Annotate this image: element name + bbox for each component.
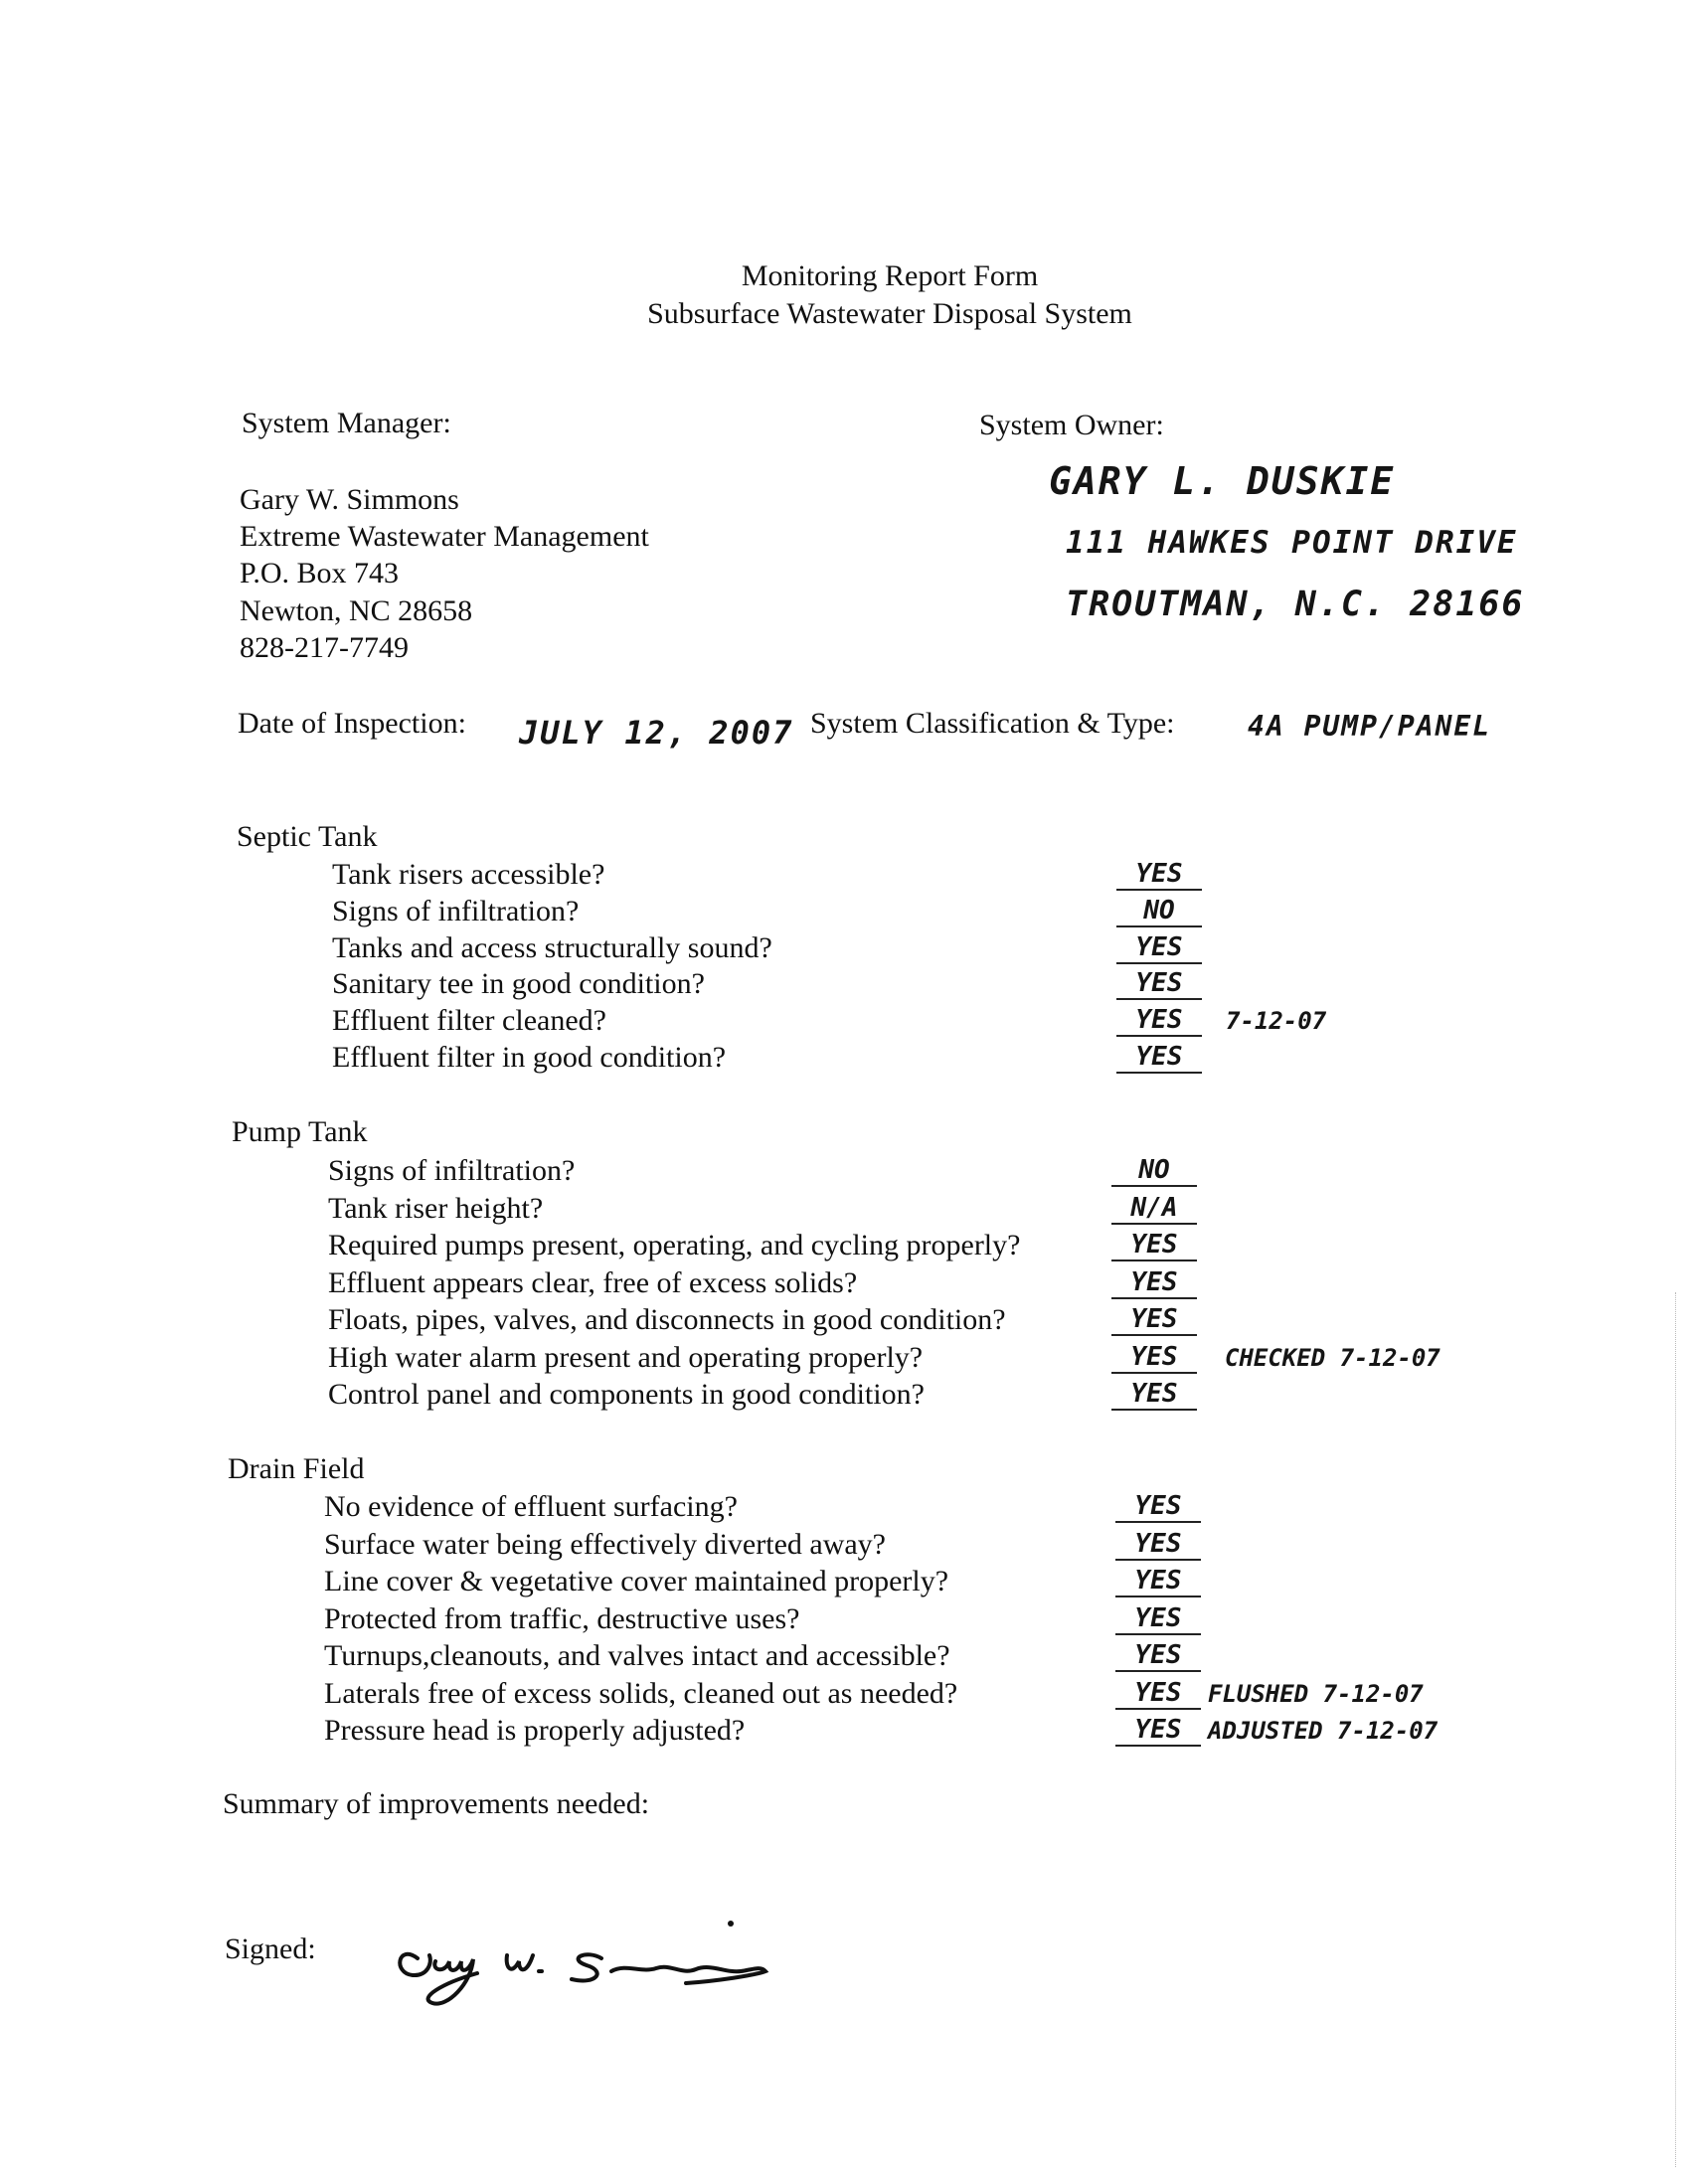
pump-question: Floats, pipes, valves, and disconnects in good condition? (328, 1303, 1006, 1336)
septic-answer: YES (1116, 968, 1202, 1000)
manager-company: Extreme Wastewater Management (240, 520, 649, 553)
pump-answer: YES (1111, 1267, 1197, 1299)
drain-note: FLUSHED 7-12-07 (1208, 1680, 1424, 1708)
manager-phone: 828-217-7749 (240, 631, 409, 664)
signed-label: Signed: (225, 1932, 316, 1965)
septic-question: Signs of infiltration? (332, 895, 580, 927)
pump-question: Effluent appears clear, free of excess solids? (328, 1266, 858, 1299)
septic-question: Effluent filter cleaned? (332, 1004, 606, 1037)
pump-answer: YES (1111, 1230, 1197, 1261)
drain-answer: YES (1115, 1491, 1201, 1523)
drain-field-heading: Drain Field (228, 1452, 365, 1485)
pump-question: Signs of infiltration? (328, 1154, 576, 1187)
septic-question: Effluent filter in good condition? (332, 1041, 727, 1074)
owner-street: 111 HAWKES POINT DRIVE (1066, 525, 1518, 561)
manager-city: Newton, NC 28658 (240, 594, 473, 627)
drain-answer: YES (1115, 1566, 1201, 1597)
pump-answer: NO (1111, 1155, 1197, 1187)
drain-question: Turnups,cleanouts, and valves intact and accessible? (324, 1639, 950, 1672)
drain-question: Protected from traffic, destructive uses? (324, 1602, 800, 1635)
septic-answer: YES (1116, 1005, 1202, 1037)
pump-tank-heading: Pump Tank (232, 1115, 368, 1148)
pump-question: Required pumps present, operating, and cycling properly? (328, 1229, 1021, 1261)
date-of-inspection-label: Date of Inspection: (238, 707, 466, 740)
owner-city: TROUTMAN, N.C. 28166 (1066, 585, 1525, 624)
drain-answer: YES (1115, 1640, 1201, 1672)
owner-name: GARY L. DUSKIE (1049, 459, 1396, 503)
septic-answer: YES (1116, 932, 1202, 964)
septic-note: 7-12-07 (1226, 1007, 1327, 1035)
pump-question: High water alarm present and operating properly? (328, 1341, 924, 1374)
signature-image (388, 1914, 845, 2023)
system-manager-label: System Manager: (242, 407, 451, 439)
drain-question: Surface water being effectively diverted away? (324, 1528, 886, 1561)
pump-question: Tank riser height? (328, 1192, 544, 1225)
scan-edge-line (1674, 1292, 1676, 2167)
septic-question: Tanks and access structurally sound? (332, 931, 772, 964)
septic-answer: YES (1116, 1042, 1202, 1074)
manager-name: Gary W. Simmons (240, 483, 459, 516)
system-classification-value: 4A PUMP/PANEL (1248, 710, 1492, 743)
drain-answer: YES (1115, 1603, 1201, 1635)
drain-answer: YES (1115, 1529, 1201, 1561)
manager-po-box: P.O. Box 743 (240, 557, 400, 589)
form-title: Monitoring Report Form (741, 259, 1039, 292)
septic-question: Sanitary tee in good condition? (332, 967, 705, 1000)
drain-answer: YES (1115, 1678, 1201, 1710)
drain-answer: YES (1115, 1715, 1201, 1747)
drain-note: ADJUSTED 7-12-07 (1208, 1717, 1439, 1745)
septic-answer: YES (1116, 859, 1202, 891)
drain-question: Line cover & vegetative cover maintained properly? (324, 1565, 949, 1597)
system-classification-label: System Classification & Type: (810, 707, 1175, 740)
drain-question: Pressure head is properly adjusted? (324, 1714, 746, 1747)
pump-question: Control panel and components in good condition? (328, 1378, 925, 1411)
pump-answer: YES (1111, 1304, 1197, 1336)
septic-tank-heading: Septic Tank (237, 820, 378, 853)
system-owner-label: System Owner: (979, 409, 1164, 441)
septic-question: Tank risers accessible? (332, 858, 605, 891)
summary-label: Summary of improvements needed: (223, 1787, 650, 1820)
drain-question: Laterals free of excess solids, cleaned out as needed? (324, 1677, 958, 1710)
pump-answer: YES (1111, 1342, 1197, 1374)
form-subtitle: Subsurface Wastewater Disposal System (647, 297, 1132, 330)
pump-note: CHECKED 7-12-07 (1225, 1344, 1440, 1372)
pump-answer: YES (1111, 1379, 1197, 1411)
pump-answer: N/A (1111, 1193, 1197, 1225)
septic-answer: NO (1116, 896, 1202, 927)
drain-question: No evidence of effluent surfacing? (324, 1490, 738, 1523)
date-of-inspection-value: JULY 12, 2007 (519, 714, 794, 752)
